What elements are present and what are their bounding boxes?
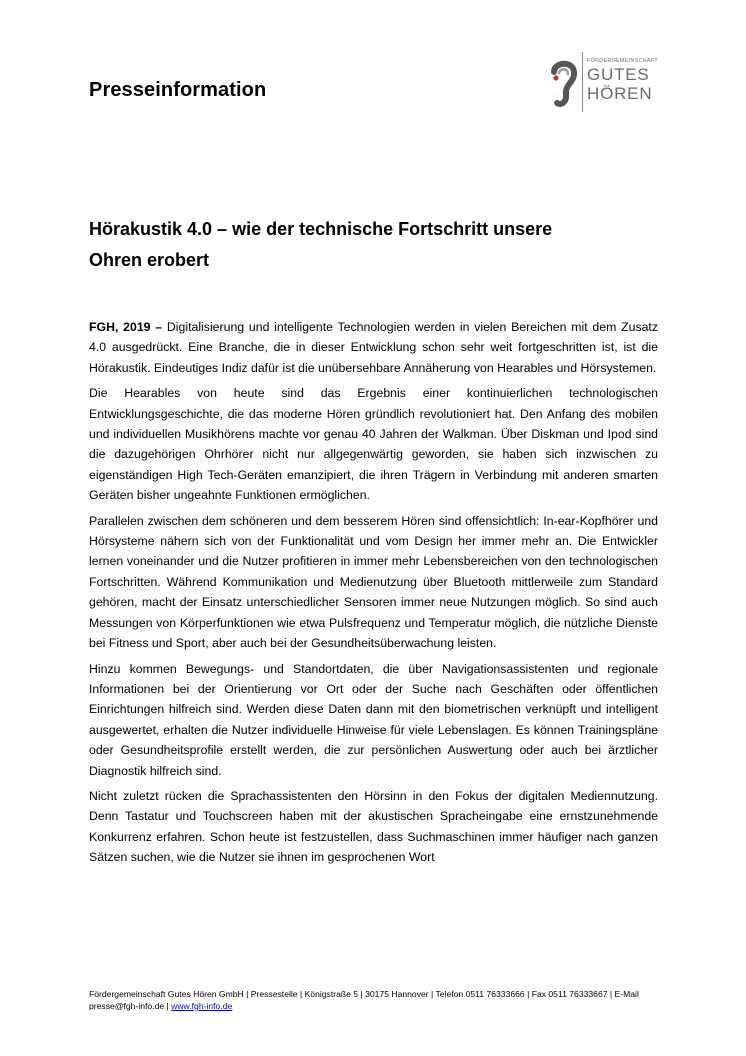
logo-small-text: FÖRDERGEMEINSCHAFT: [587, 58, 658, 64]
lead-dateline: FGH, 2019 –: [89, 320, 163, 334]
paragraph-1-text: Digitalisierung und intelligente Technologien werden in vielen Bereichen mit dem Zusatz 4.0 ausgedrückt. Eine Branche, die in dieser Entwicklung schon sehr weit fortgeschritten ist, ist die Hörakustik. Eindeutiges Indiz dafür ist die unübersehbare Annäherung von Hearables und Hörsystemen.: [89, 320, 658, 375]
headline-line-2: Ohren erobert: [89, 250, 210, 270]
logo-wordmark: [587, 58, 658, 102]
ear-logo-icon: [549, 58, 577, 108]
paragraph-3: Parallelen zwischen dem schöneren und dem besserem Hören sind offensichtlich: In-ear-Kopfhörer und Hörsysteme nähern sich von der Funktionalität und vom Design her immer mehr an. Die Entwickler lernen voneinander und die Nutzer profitieren in immer mehr Lebensbereichen von den technologischen Fortschritten. Während Kommunikation und Medienutzung über Bluetooth mittlerweile zum Standard gehören, macht der Einsatz unterschiedlicher Sensoren immer neue Nutzungen möglich. So sind auch Messungen von Körperfunktionen wie etwa Pulsfrequenz und Temperatur möglich, die nützliche Dienste bei Fitness und Sport, aber auch bei der Gesundheitsüberwachung leisten.: [89, 513, 658, 651]
logo-line-2: HÖREN: [587, 84, 653, 103]
paragraph-1: [89, 317, 658, 378]
paragraph-4: Hinzu kommen Bewegungs- und Standortdaten, die über Navigationsassistenten und regionale Informationen bei der Orientierung vor Ort oder der Suche nach Geschäften oder öffentlichen Einrichtungen hilfreich sind. Werden diese Daten dann mit den biometrischen verknüpft und intelligent ausgewertet, erhalten die Nutzer individuelle Hinweise für viele Lebenslagen. Es können Trainingspläne oder Gesundheitsprofile erstellt werden, die zur persönlichen Auswertung oder auch bei ärztlicher Diagnostik hilfreich sind.: [89, 661, 658, 778]
footer-text: Fördergemeinschaft Gutes Hören GmbH | Pressestelle | Königstraße 5 | 30175 Hannover | Telefon 0511 76333666 | Fax 0511 76333667 | E-Mail presse@fgh-info.de |: [89, 989, 639, 1011]
paragraph-2: Die Hearables von heute sind das Ergebnis einer kontinuierlichen technologischen Entwicklungsgeschichte, die das moderne Hören gründlich revolutioniert hat. Den Anfang des mobilen und individuellen Musikhörens machte vor genau 40 Jahren der Walkman. Über Diskman und Ipod sind die dazugehörigen Ohrhörer nicht nur allgegenwärtig geworden, sie haben sich inzwischen zu eigenständigen High Tech-Geräten emanzipiert, die ihren Trägern in Verbindung mit anderen smarten Geräten bisher ungeahnte Funktionen ermöglichen.: [89, 386, 658, 503]
footer-website-link[interactable]: www.fgh-info.de: [171, 1001, 233, 1011]
logo-line-1: GUTES: [587, 65, 650, 84]
paragraph-5: Nicht zuletzt rücken die Sprachassistenten den Hörsinn in den Fokus der digitalen Mediennutzung. Denn Tastatur und Touchscreen haben mit der akustischen Spracheingabe eine ernstzunehmende Konkurrenz erfahren. Schon heute ist festzustellen, dass Suchmaschinen immer häufiger nach ganzen Sätzen suchen, wie die Nutzer sie ihnen im gesprochenen Wort: [89, 788, 658, 865]
headline-line-1: Hörakustik 4.0 – wie der technische Fortschritt unsere: [89, 219, 553, 239]
page-title: Presseinformation: [89, 79, 267, 101]
body-text: [89, 317, 658, 873]
fgh-logo: [549, 52, 659, 112]
footer: [89, 988, 664, 1012]
headline: [89, 214, 669, 276]
logo-divider: [582, 52, 583, 112]
